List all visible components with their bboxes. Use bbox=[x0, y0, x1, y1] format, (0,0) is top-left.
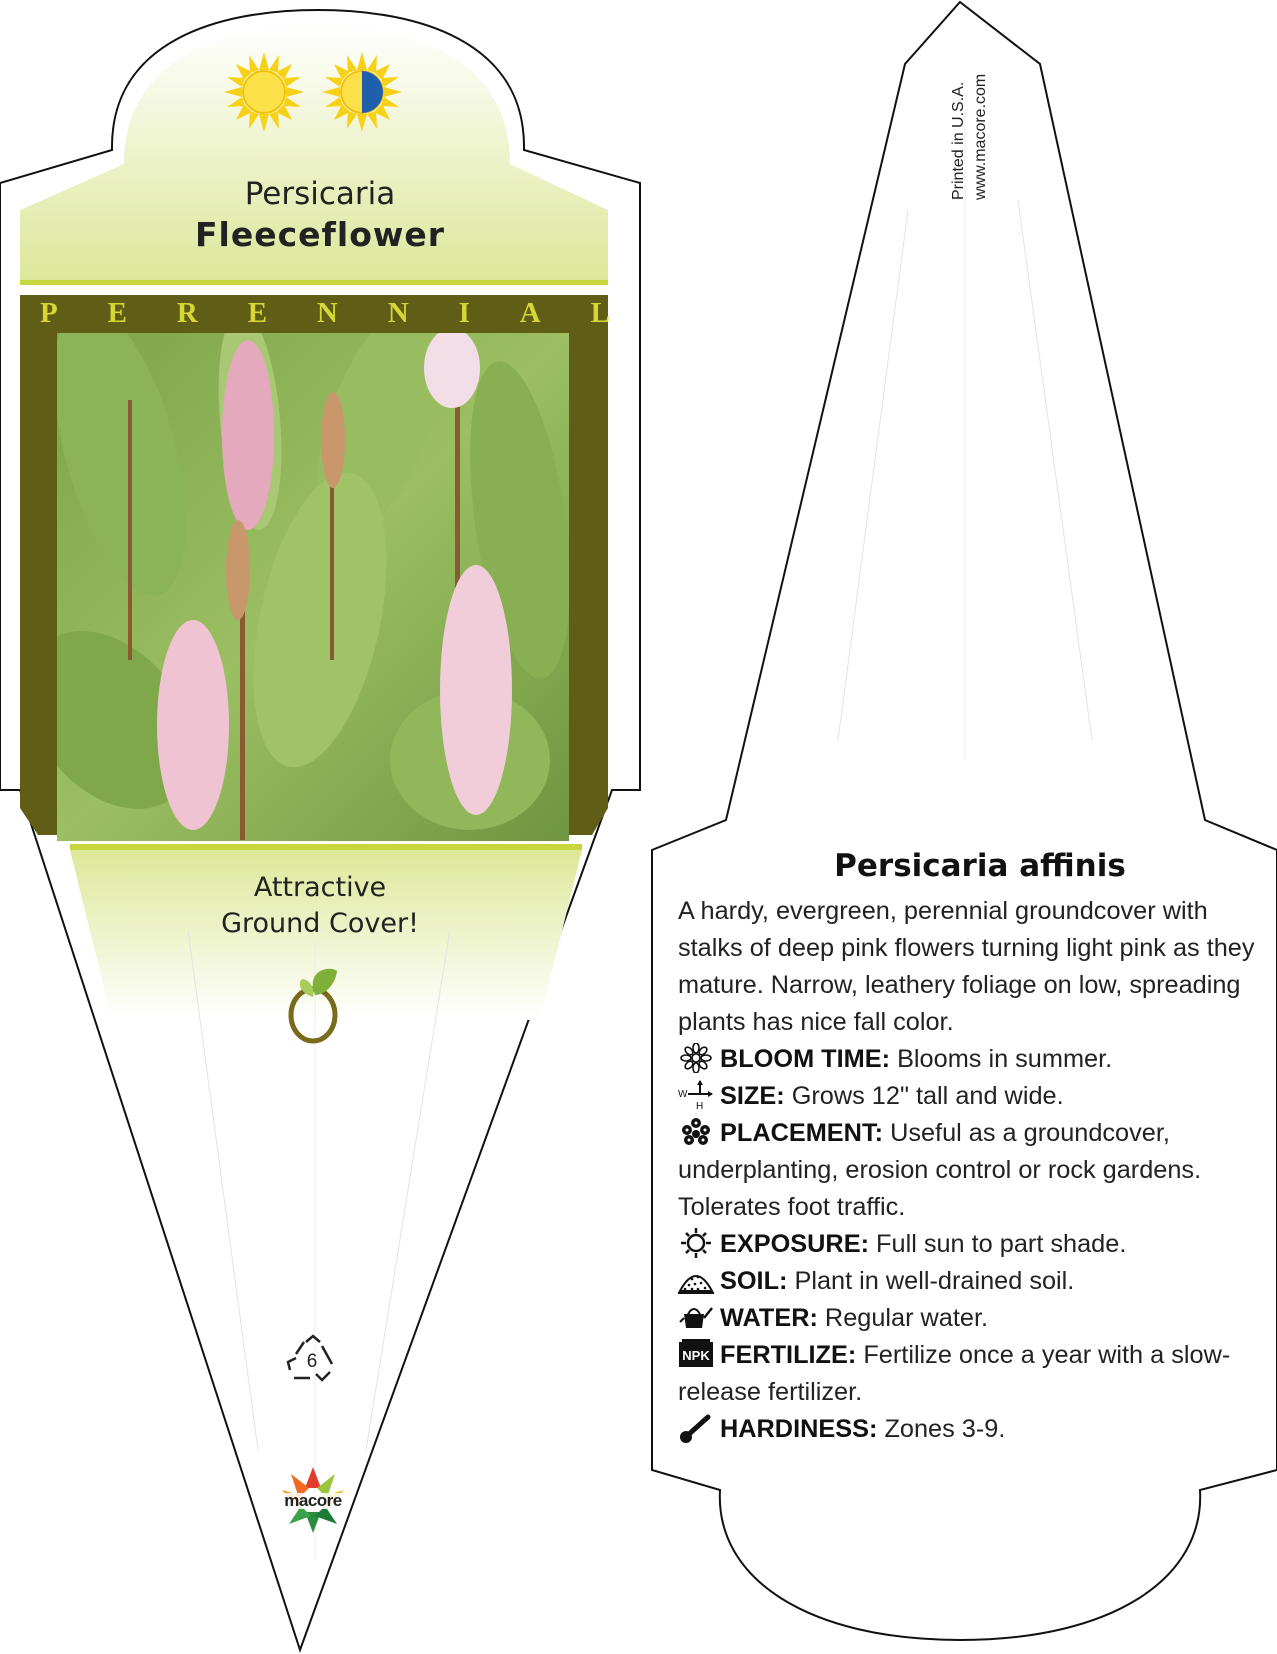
care-label: SOIL: bbox=[720, 1267, 788, 1295]
care-label: WATER: bbox=[720, 1304, 818, 1332]
description: A hardy, evergreen, perennial groundcover with stalks of deep pink flowers turning light pink as they mature. Narrow, leathery foliage on low, spreading plants has nice fall color. bbox=[678, 897, 1255, 1036]
category-letter: E bbox=[107, 297, 127, 329]
care-text: Grows 12" tall and wide. bbox=[791, 1082, 1064, 1110]
sun-icon bbox=[678, 1228, 714, 1258]
printed-in: Printed in U.S.A. bbox=[950, 81, 967, 200]
tagline-line-1: Attractive bbox=[253, 872, 387, 903]
soil-icon bbox=[678, 1265, 714, 1295]
size-w-label: W bbox=[678, 1089, 688, 1100]
care-label: EXPOSURE: bbox=[720, 1230, 870, 1258]
front-header-rule bbox=[20, 280, 608, 285]
common-name: Persicaria bbox=[244, 176, 396, 212]
category-label bbox=[40, 297, 610, 330]
category-letter: N bbox=[316, 297, 338, 329]
category-letter: A bbox=[519, 297, 541, 329]
placement-icon bbox=[678, 1117, 714, 1147]
website: www.macore.com bbox=[972, 73, 989, 200]
part-shade-icon bbox=[320, 50, 404, 134]
category-letter: L bbox=[590, 297, 610, 329]
thermometer-icon bbox=[678, 1413, 714, 1443]
size-icon bbox=[678, 1080, 714, 1110]
full-sun-icon bbox=[222, 50, 306, 134]
care-item-fertilize bbox=[678, 1337, 1258, 1411]
care-item-placement bbox=[678, 1115, 1258, 1226]
care-text: Plant in well-drained soil. bbox=[794, 1267, 1075, 1295]
brand-name: macore bbox=[284, 1491, 342, 1510]
care-item-exposure bbox=[678, 1226, 1258, 1263]
care-text: Fertilize once a year with a slow-release fertilizer. bbox=[678, 1341, 1231, 1406]
care-text: Regular water. bbox=[824, 1304, 989, 1332]
care-text: Useful as a groundcover, underplanting, erosion control or rock gardens. Tolerates foot traffic. bbox=[678, 1119, 1202, 1221]
care-item-hardiness bbox=[678, 1411, 1258, 1448]
care-text: Zones 3-9. bbox=[884, 1415, 1006, 1443]
care-label: SIZE: bbox=[720, 1082, 785, 1110]
tagline-line-2: Ground Cover! bbox=[221, 908, 419, 939]
printed-note bbox=[948, 74, 992, 200]
watering-can-icon bbox=[678, 1302, 714, 1332]
category-letter: I bbox=[458, 297, 470, 329]
flower-icon bbox=[678, 1043, 714, 1073]
npk-label: NPK bbox=[682, 1348, 710, 1363]
care-item-bloom bbox=[678, 1041, 1258, 1078]
care-info bbox=[678, 893, 1258, 1448]
care-label: HARDINESS: bbox=[720, 1415, 878, 1443]
recycle-code: 6 bbox=[306, 1351, 318, 1372]
care-text: Full sun to part shade. bbox=[876, 1230, 1127, 1258]
seedling-icon bbox=[285, 965, 345, 1045]
npk-icon bbox=[678, 1339, 714, 1369]
botanical-name: Persicaria affinis bbox=[834, 848, 1126, 884]
plant-photo bbox=[0, 290, 587, 841]
variety-name: Fleeceflower bbox=[194, 215, 446, 254]
category-letter: N bbox=[387, 297, 409, 329]
size-h-label: H bbox=[696, 1101, 704, 1110]
category-letter: R bbox=[176, 297, 198, 329]
care-label: BLOOM TIME: bbox=[720, 1045, 891, 1073]
care-text: Blooms in summer. bbox=[897, 1045, 1113, 1073]
front-lower-rule bbox=[70, 844, 582, 850]
category-letter: P bbox=[40, 297, 58, 329]
care-item-water bbox=[678, 1300, 1258, 1337]
care-label: FERTILIZE: bbox=[720, 1341, 857, 1369]
care-label: PLACEMENT: bbox=[720, 1119, 884, 1147]
care-item-soil bbox=[678, 1263, 1258, 1300]
category-letter: E bbox=[247, 297, 268, 329]
care-item-size bbox=[678, 1078, 1258, 1115]
